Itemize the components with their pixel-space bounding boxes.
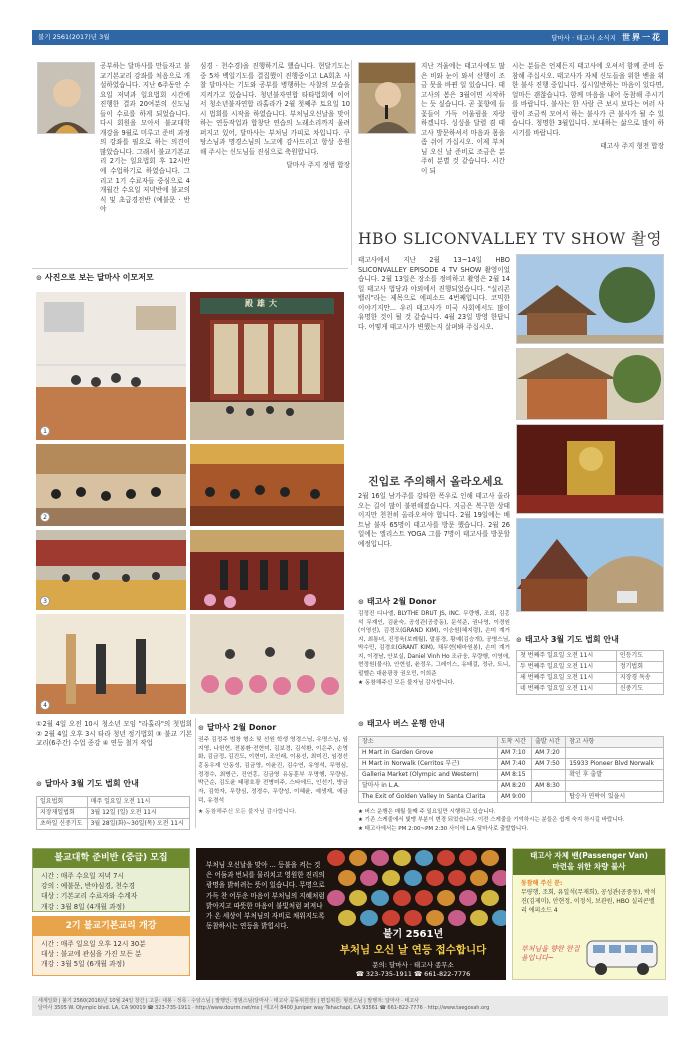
taego-donor-list — [358, 610, 510, 688]
taego-schedule-title — [516, 634, 619, 646]
article1-col2-text: 심경 · 천수경)을 진행하기로 했습니다. 현달기도는 중 5차 백일기도를 결집했이 진행중이고 LA회초 사찰 달마사는 기도와 공부를 병행하는 사찰의 모습을 지켜가고 있습니다. 청년불자연합 타타법회에 이어서 청소년불자연합 라홀라가 2월 첫째주 토요일 10시 법회를 시작을 하였습니다. 부처님오신날을 맞이하는 연등작업과 합창단 연습의 노래소리까지 울려퍼지고 있어, 달마사는 부처님 가피로 차입니다. 쿠탕스님과 명경스님의 노고에 감사드리고 항상 응원해 주시는 신도님들 진심으로 축원합니다. — [200, 62, 350, 156]
number-badge-4: 4 — [40, 700, 50, 710]
number-badge-1: 1 — [40, 426, 50, 436]
lantern-shape — [338, 870, 356, 886]
photo-5 — [36, 530, 186, 610]
dalma-schedule-table — [36, 796, 190, 830]
taego-donor-note: ★ 동참해주신 모든 불자님 감사합니다. — [358, 680, 455, 687]
basic-line: 개강 : 3월 5일 (6개월 과정) — [41, 960, 125, 969]
bus-header-cell: 참고 사항 — [566, 737, 664, 748]
dalma-schedule-title — [36, 778, 139, 790]
taego-schedule-row-cell: 정기법회 — [616, 662, 663, 673]
dalma-schedule-row — [37, 797, 190, 808]
college-line: 시간 : 매주 수요일 저녁 7시 — [41, 872, 125, 881]
bus-row-cell: AM 7:40 — [497, 759, 531, 770]
footer — [32, 996, 668, 1016]
temple-photo-4 — [516, 518, 664, 612]
bus-row-cell: The Exit of Golden Valley In Santa Clarita — [359, 792, 498, 803]
bus-note: ★ 기존 스케줄에서 빛맹 부분이 변경 되었습니다. 이전 스케줄을 기억하시는 분들은 쉽게 숙지 하시길 바랍니다. — [358, 817, 625, 824]
photos-title-text: 사진으로 보는 달마사 이모저모 — [44, 273, 154, 282]
dalma-schedule-row — [37, 808, 190, 819]
header-right — [551, 32, 662, 44]
bus-note: ★ 버스 운행은 매월 둘째 주 일요일만 시행하고 있습니다. — [358, 809, 496, 815]
lantern-text-body: 부처님 오신날을 맞아 ... 등불을 켜는 것은 어둠과 번뇌를 물리치고 영원한 진리의 광명을 밝히려는 뜻이 있습니다. 무명으로 가득 찬 어두운 마음이 부처님의 지혜처럼 밝아지고 따뜻한 마음이 불빛처럼 퍼져나가 온 세상이 부처님의 자비로 채워지도록 동참하시는 연등을 밝힙시다. — [206, 861, 325, 931]
dalma-schedule-row-cell: 3월 12일 (일) 오전 11시 — [87, 808, 189, 819]
target-icon: ⊙ — [36, 779, 42, 788]
dalma-schedule-title-text: 달마사 3월 기도 법회 안내 — [44, 779, 139, 788]
bus-row-cell — [566, 748, 664, 759]
photo-7 — [36, 614, 186, 714]
target-icon: ⊙ — [36, 273, 42, 282]
divider — [195, 718, 196, 828]
bus-row-cell: AM 7:50 — [532, 759, 566, 770]
taego-schedule-row — [517, 651, 664, 662]
article1-col2 — [200, 62, 350, 257]
monk-portrait-2 — [358, 62, 416, 134]
lantern-shape — [382, 910, 400, 926]
photo-caption — [36, 720, 192, 770]
taego-schedule-row — [517, 673, 664, 684]
entry-title: 진입로 주의해서 올라오세요 — [368, 475, 504, 488]
taego-schedule-title-text: 태고사 3월 기도 법회 안내 — [524, 635, 619, 644]
bus-row-cell: H Mart in Garden Grove — [359, 748, 498, 759]
target-icon: ⊙ — [358, 597, 364, 606]
dalma-donor-title-text: 달마사 2월 Donor — [206, 723, 277, 732]
photo-2 — [190, 292, 344, 440]
college-lines — [33, 868, 189, 915]
dalma-schedule-row — [37, 819, 190, 830]
basic-line: 대상 : 불교에 관심을 가진 모든 분 — [41, 950, 142, 959]
taego-donor-title — [358, 596, 436, 608]
bus-row-cell: 확인 후 출발 — [566, 770, 664, 781]
lantern-phone: ☎ 323-735-1911 ☎ 661-822-7776 — [355, 970, 471, 979]
bus-row — [359, 770, 664, 781]
lantern-shape — [327, 890, 345, 906]
dalma-schedule-row-cell: 초하일 신중기도 — [37, 819, 88, 830]
photo-4 — [190, 444, 344, 526]
lantern-text — [206, 860, 326, 932]
lantern-shape — [492, 870, 506, 886]
lantern-shape — [371, 850, 389, 866]
dalma-donor-title — [198, 722, 276, 734]
entry-body-text: 2월 16일 남가주를 강타한 폭우로 인해 태고사 올라오는 길이 많이 불편해졌습니다. 지금은 복구한 상태이지만 천천히 올라오셔야 합니다. 2월 19일에는 베트남 불자 65명이 태고사를 방문 했습니다. 2월 26일에는 엘리스트 YOGA 그룹 7명이 태고사를 방문할 예정입니다. — [358, 492, 510, 548]
van-contributors — [513, 875, 665, 919]
bus-row-cell: 탑승자 연락이 있을시 — [566, 792, 664, 803]
van-title: 태고사 자체 밴(Passenger Van) — [513, 849, 665, 862]
taego-schedule-row-cell: 세 번째주 일요일 오전 11시 — [517, 673, 617, 684]
taego-donor-title-text: 태고사 2월 Donor — [366, 597, 437, 606]
bus-row-cell: AM 7:20 — [532, 748, 566, 759]
hbo-title: HBO SLICONVALLEY TV SHOW 촬영 — [358, 230, 662, 248]
photo-8 — [190, 614, 344, 714]
lantern-shape — [404, 910, 422, 926]
dalma-donor-text: 권주 김정주 범창 형소 및 선원 학생 영경스님, 우명스님, 임지영, 나헌현, 전봉환·전현미, 김보경, 김석환, 이은주, 손영화, 김금정, 김진도, 이현미, 조인래, 이용선, 최미진, 임경선 홍동우재 안동성, 김금영, 이윤진, 김수연, 유영석, 무명심, 정경수, 최병근, 진연홍, 김금영 유동훈부 우명행, 무량심, 박근순, 김도윤 태평호광 전병미주, 스타에드, 인선기, 방금자, 김학자, 무량심, 정경수, 무량성, 이혜윤, 예생재, 예금덕, 유경석 — [198, 737, 348, 804]
taego-schedule-row-cell: 인등기도 — [616, 651, 663, 662]
taego-schedule-row-cell: 지장경 독송 — [616, 673, 663, 684]
bus-row-cell: AM 8:30 — [532, 781, 566, 792]
bus-row-cell: AM 8:20 — [497, 781, 531, 792]
lantern-shape — [426, 870, 444, 886]
lantern-shape — [360, 870, 378, 886]
basic-line: 시간 : 매주 일요일 오후 12시 30분 — [41, 940, 146, 949]
article1-signature: 달마사 주지 정범 합장 — [286, 161, 350, 170]
college-title: 불교대학 준비반 (중급) 모집 — [33, 849, 189, 868]
photos-section-title — [36, 272, 154, 284]
van-ad — [512, 848, 666, 980]
bus-header-cell: 출발 시간 — [532, 737, 566, 748]
lantern-shape — [404, 870, 422, 886]
lantern-shape — [382, 870, 400, 886]
taego-schedule-row-cell: 두 번째주 일요일 오전 11시 — [517, 662, 617, 673]
lantern-shape — [327, 850, 345, 866]
lantern-shape — [448, 870, 466, 886]
photo-6 — [190, 530, 344, 610]
van-contrib-label: 동참해 주신 분: — [521, 879, 563, 887]
bus-row-cell — [566, 781, 664, 792]
lantern-shape — [415, 850, 433, 866]
bus-notes — [358, 808, 664, 833]
hbo-body — [358, 256, 510, 332]
bus-header-cell: 장소 — [359, 737, 498, 748]
college-line: 강의 : 예불문, 반야심경, 천수경 — [41, 882, 136, 891]
hbo-body-text: 태고사에서 지난 2월 13~14일 HBO SLICONVALLEY EPISODE 4 TV SHOW 촬영이었습니다. 2월 13일은 장소를 정비하고 촬영은 2월 14일 태고사 법당과 야외에서 진행되었습니다. "실리콘밸리"라는 제목으로 에피소드 4번째입니다. 코믹한 이야기지만... 우리 태고사가 미국 사회에서도 많이 유명한 것이 될 것 같습니다. 4월 23일 방영 한답니다. 어떻게 태고사가 변했는지 살펴봐 주십시오. — [358, 256, 510, 331]
divider — [351, 60, 352, 265]
target-icon: ⊙ — [358, 719, 364, 728]
taego-schedule-row — [517, 684, 664, 695]
bus-row — [359, 759, 664, 770]
dalma-schedule-row-cell: 지장재일법회 — [37, 808, 88, 819]
lantern-shape — [393, 890, 411, 906]
article2-signature: 태고사 주지 형전 합장 — [600, 142, 664, 151]
basic-title: 2기 불교기본교리 개강 — [33, 917, 189, 936]
college-line: 개강 : 3월 8일 (4개월 과정) — [41, 902, 125, 911]
basic-box — [32, 916, 190, 976]
photo-caption-text: ①2월 4일 오전 10시 청소년 모임 "라홀라"의 첫법회 ② 2월 4일 오후 3시 타라 청년 정기법회 ③ 불교 기본교리(6주간) 수업 종강 ④ 연등 철거 작업 — [36, 720, 192, 748]
lantern-shape — [360, 910, 378, 926]
van-contrib-names: 무량행, 조회, 유일석(무재희), 공성관(공중동), 박석진(김제미), 안현정, 이정석, 보관원, HBO 실리콘밸리 에피소드 4 — [521, 888, 656, 914]
bus-row — [359, 781, 664, 792]
lantern-headline — [328, 928, 498, 980]
lantern-shape — [349, 890, 367, 906]
bus-row-cell: AM 7:10 — [497, 748, 531, 759]
taego-donor-note-text: 동참해주신 모든 불자님 감사합니다. — [364, 680, 455, 687]
lantern-shape — [437, 890, 455, 906]
lantern-shape — [437, 850, 455, 866]
lantern-shape — [470, 870, 488, 886]
van-illustration — [585, 933, 661, 977]
lantern-year: 불기 2561년 — [382, 929, 444, 940]
brand-name: 世界一花 — [622, 31, 662, 42]
temple-photo-2 — [516, 348, 664, 420]
van-slogan: 부처님을 향한 한걸음입니다~ — [521, 945, 580, 963]
lantern-ad — [196, 848, 506, 980]
dalma-donor-list — [198, 736, 348, 816]
bus-header-cell: 도착 시간 — [497, 737, 531, 748]
lantern-shape — [492, 910, 506, 926]
lantern-shape — [459, 890, 477, 906]
footer-line1: 세계일화 | 불기 2560(2016)년 10월 24일 창간 | 고문: 대봉 · 정목 · 수암스님 | 발행인: 정범스님(달마사 · 태고사 공동위원장) | 편집위원: 형전스님 | 발행처: 달마사 · 태고사 — [38, 998, 419, 1004]
article1-col1 — [100, 62, 190, 257]
lantern-shape — [415, 890, 433, 906]
taego-schedule-row — [517, 662, 664, 673]
issue-date: 불기 2561(2017)년 3월 — [38, 32, 110, 41]
dalma-schedule-row-cell: 3월 28일(화)~30일(목) 오전 11시 — [87, 819, 189, 830]
bus-note: ★ 태고사에서는 PM 2:00~PM 2:30 사이에 L.A 달마사로 출발합니다. — [358, 825, 529, 832]
lantern-shape — [349, 850, 367, 866]
temple-sign: 殿雄大 — [245, 299, 281, 308]
bus-row-cell: 15933 Pioneer Blvd Norwalk — [566, 759, 664, 770]
bus-row-cell: AM 8:15 — [497, 770, 531, 781]
bus-title — [358, 718, 445, 730]
dalma-schedule-row-cell: 일요법회 — [37, 797, 88, 808]
bus-row-cell: Galleria Market (Olympic and Western) — [359, 770, 498, 781]
dalma-schedule-row-cell: 매주 일요일 오전 11시 — [87, 797, 189, 808]
temple-photo-3 — [516, 424, 664, 514]
bus-row — [359, 792, 664, 803]
lantern-shape — [481, 890, 499, 906]
college-line: 대상 : 기본교리 수료자와 수계자 — [41, 892, 138, 901]
lantern-shape — [426, 910, 444, 926]
bus-row-cell: 달마사 in L.A. — [359, 781, 498, 792]
bus-row — [359, 748, 664, 759]
temple-photo-1 — [516, 254, 664, 344]
lantern-shape — [371, 890, 389, 906]
org-label: 달마사 · 태고사 소식지 — [551, 33, 616, 42]
dalma-donor-note: ★ 동참해주신 모든 불자님 감사합니다. — [198, 808, 297, 815]
bus-table — [358, 736, 664, 803]
target-icon: ⊙ — [198, 723, 204, 732]
taego-schedule-table — [516, 650, 664, 695]
target-icon: ⊙ — [516, 635, 522, 644]
college-box — [32, 848, 190, 912]
lantern-shape — [448, 910, 466, 926]
basic-lines — [33, 936, 189, 973]
taego-schedule-row-cell: 첫 번째주 일요일 오전 11시 — [517, 651, 617, 662]
dalma-donor-note-text: 동참해주신 모든 불자님 감사합니다. — [205, 808, 297, 815]
number-badge-2: 2 — [40, 512, 50, 522]
bus-row-cell — [532, 792, 566, 803]
lantern-contact: 문의: 달마사 · 태고사 종무소 — [372, 960, 454, 969]
lantern-title: 부처님 오신 날 연등 접수합니다 — [339, 943, 487, 956]
article2-col2-text: 시는 분들은 언제든지 태고사에 오셔서 함께 준비 동참해 주십시오. 태고사가 자체 신도들을 위한 벤을 위한 불사 진행 중입니다. 십시일반하는 마음이 있다면, 얼마든 괜찮습니다. 함께 마음을 내어 동참해 주시기를 바랍니다. 불사는 한 사람 큰 보시 보다는 여러 사람이 조금씩 모여서 하는 불사가 큰 불사가 될 수 있습니다. 청명한 3월입니다. 보내하는 삶으로 많이 하시기를 바랍니다. — [512, 62, 664, 137]
number-badge-3: 3 — [40, 596, 50, 606]
lantern-shape — [338, 910, 356, 926]
bus-row-cell: AM 9:00 — [497, 792, 531, 803]
monk-portrait-1 — [37, 62, 95, 134]
footer-line2: 달마사 3505 W. Olympic blvd. LA, CA 90019 ☎ 323-735-1911 · http://www.dourm.net/ms | 태고사 8400 Juniper way Tehachapi, CA 93561 ☎ 661-822-7776 · http://www.taegosah.org — [38, 1005, 490, 1012]
divider — [32, 268, 348, 269]
article2-col1-text: 지난 겨울에는 태고사에도 많은 비와 눈이 와서 산행이 조금 못을 바뀐 일 있습니다. 태고사의 봄은 3월이면 시작하는 듯 싶습니다. 곧 꽃향에 들꽃들이 가득 어울림을 자랑 하겠니다. 싱싱을 달렬 겸 태고사 방문하셔서 마음과 몸을 좀 쉬어 가십시오. 이제 부처님 오신 날 준비로 조금은 분주히 분별 것 같습니다. 시간이 되 — [421, 62, 505, 176]
taego-schedule-row-cell: 네 번째주 일요일 오전 11시 — [517, 684, 617, 695]
photo-3 — [36, 444, 186, 526]
bus-row-cell — [532, 770, 566, 781]
taego-schedule-row-cell: 신중기도 — [616, 684, 663, 695]
bus-row-cell: H Mart in Norwalk (Cerritos 부근) — [359, 759, 498, 770]
bus-title-text: 태고사 버스 운행 안내 — [366, 719, 445, 728]
lantern-shape — [393, 850, 411, 866]
photo-1 — [36, 292, 186, 440]
lantern-shape — [459, 850, 477, 866]
taego-donor-text: 김정진 디나엘, BLYTHE DRUT JS, INC. 무량행, 조회, 김홍석 무재인, 김윤숙, 공성관(공중동), 문석준, 권나영, 이경원(이영선), 김경모(GRAND KIM), 이승원(혜지령), 손미 계거지, 최통녀, 진정욱(보례월), 말롱경, 황예(김승개), 공병스님, 박수민, 김경호(GRANT KIM), 채무현(태마원봉), 손미 계거지, 이경남, 안보실, Daniel Vinh Ho 조규웅, 무량행, 이영애, 현정원(불사), 안현설, 윤정우, 그레이스, 유태걸, 정규, 트니, 펄벨슨 대윤광장 권오민, 이희준 — [358, 611, 510, 677]
entry-body — [358, 492, 510, 549]
article1-col1-text: 공부하는 달마사를 만들자고 불교기본교리 강좌를 처음으로 개설하였습니다. 지난 6주동안 수요일 저녁과 일요법회 시간에 진행한 결과 20여분의 신도님들이 수료를 하게 되었습니다. 다시 회원을 모아서 불교대학 개강을 9월로 미루고 준비 과정의 강좌를 필요로 하는 의견이 많았습니다. 그래서 불교기본교리 2기는 일요법회 후 12시반에 수업하기로 하였습니다. 그리고 1기 수료자들 중심으로 4개월간 수요일 저녁반에 불교의식 및 초급경전반 (예불문 · 반야 — [100, 62, 190, 214]
lantern-shape — [470, 910, 488, 926]
header-bar — [32, 30, 668, 45]
lantern-shape — [481, 850, 499, 866]
article2-col2 — [512, 62, 664, 222]
van-subtitle: 마련을 위한 차량 불사 — [513, 862, 665, 875]
